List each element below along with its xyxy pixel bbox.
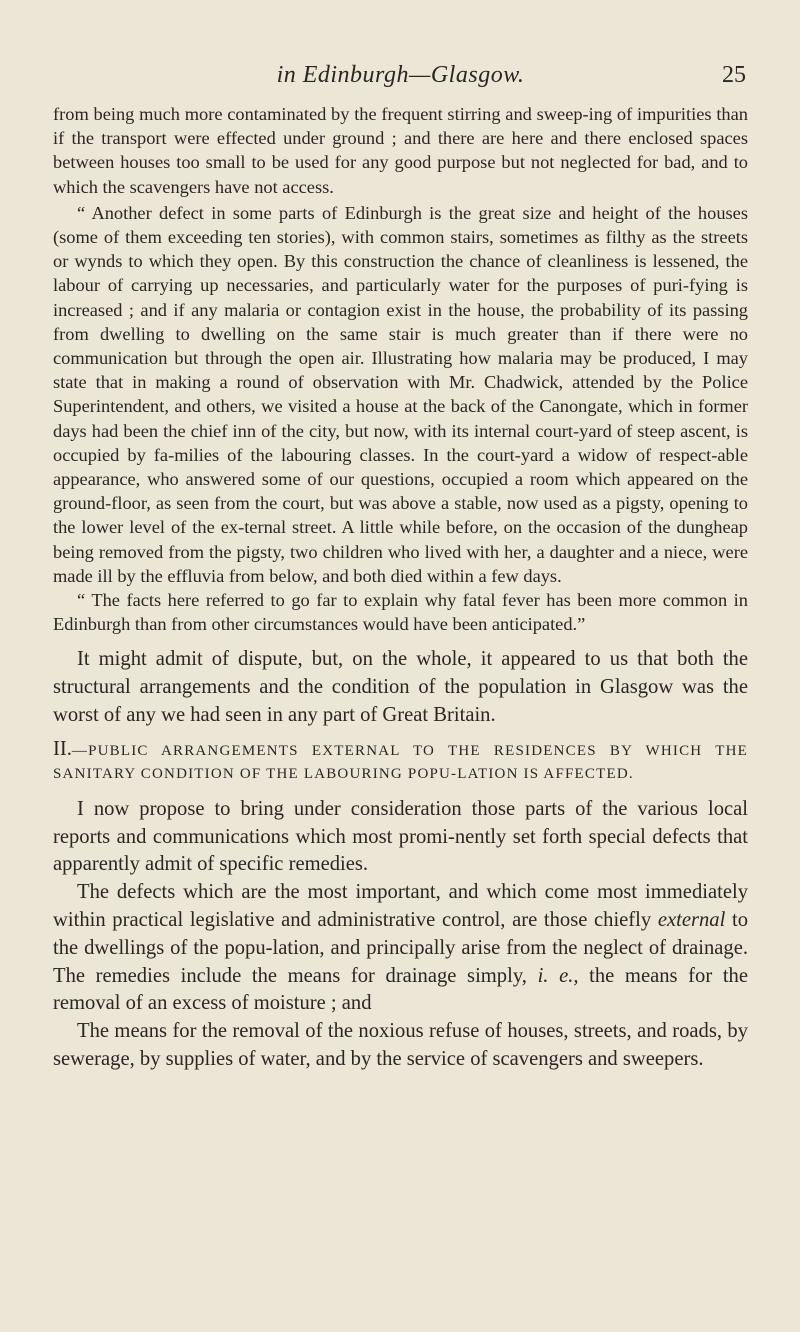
page-number: 25: [722, 62, 746, 88]
running-title: in Edinburgh—Glasgow.: [276, 62, 525, 88]
running-header: [53, 62, 748, 102]
defects-text-end: the means for the removal of an excess of moisture ; and: [53, 964, 748, 1015]
defects-emphasis-ie: i. e.,: [537, 964, 579, 987]
section-number: II.: [53, 737, 72, 760]
section-heading: [53, 738, 748, 786]
paragraph-contamination: from being much more contaminated by the frequent stirring and sweep-ing of impurities than if the transport were effected under ground ; and there are here and there enclosed spaces between houses too small to be used for any good purpose but not neglected for bad, and to which the scavengers have not access.: [53, 104, 748, 197]
section-title: —PUBLIC ARRANGEMENTS EXTERNAL TO THE RESIDENCES BY WHICH THE SANITARY CONDITION OF THE LABOURING POPU-LATION IS AFFECTED.: [53, 742, 748, 782]
defects-text-start: The defects which are the most important, and which come most immediately within practical legislative and administrative control, are those chiefly: [53, 881, 748, 932]
paragraph-fatal-fever: “ The facts here referred to go far to explain why fatal fever has been more common in Edinburgh than from other circumstances would have been anticipated.”: [53, 590, 748, 635]
defects-text-middle: to the dwellings of the popu-lation, and principally arise from the neglect of drainage. The remedies include the means for drainage simply,: [53, 909, 748, 987]
defects-emphasis-external: external: [657, 909, 726, 932]
paragraph-noxious-refuse: The means for the removal of the noxious refuse of houses, streets, and roads, by sewerage, by supplies of water, and by the service of scavengers and sweepers.: [53, 1020, 748, 1071]
paragraph-propose: I now propose to bring under consideration those parts of the various local reports and communications which most promi-nently set forth special defects that apparently admit of specific remedies.: [53, 797, 748, 876]
paragraph-defects: [53, 879, 748, 1018]
paragraph-glasgow-worst: It might admit of dispute, but, on the whole, it appeared to us that both the structural arrangements and the condition of the population in Glasgow was the worst of any we had seen in any part of Great Britain.: [53, 648, 748, 727]
paragraph-another-defect: “ Another defect in some parts of Edinburgh is the great size and height of the houses (some of them exceeding ten stories), with common stairs, sometimes as filthy as the streets or wynds to which they open. By this construction the chance of cleanliness is lessened, the labour of carrying up necessaries, and particularly water for the purposes of puri-fying is increased ; and if any malaria or contagion exist in the house, the probability of its passing from dwelling to dwelling on the same stair is much greater than if there were no communication but through the open air. Illustrating how malaria may be produced, I may state that in making a round of observation with Mr. Chadwick, attended by the Police Superintendent, and others, we visited a house at the back of the Canongate, which in former days had been the chief inn of the city, but now, with its internal court-yard of steep ascent, is occupied by fa-milies of the labouring classes. In the court-yard a widow of respect-able appearance, who answered some of our questions, occupied a room which appeared on the ground-floor, as seen from the court, but was above a stable, now used as a pigsty, opening to the lower level of the ex-ternal street. A little while before, on the occasion of the dungheap being removed from the pigsty, two children who lived with her, a daughter and a niece, were made ill by the effluvia from below, and both died within a few days.: [53, 202, 748, 586]
